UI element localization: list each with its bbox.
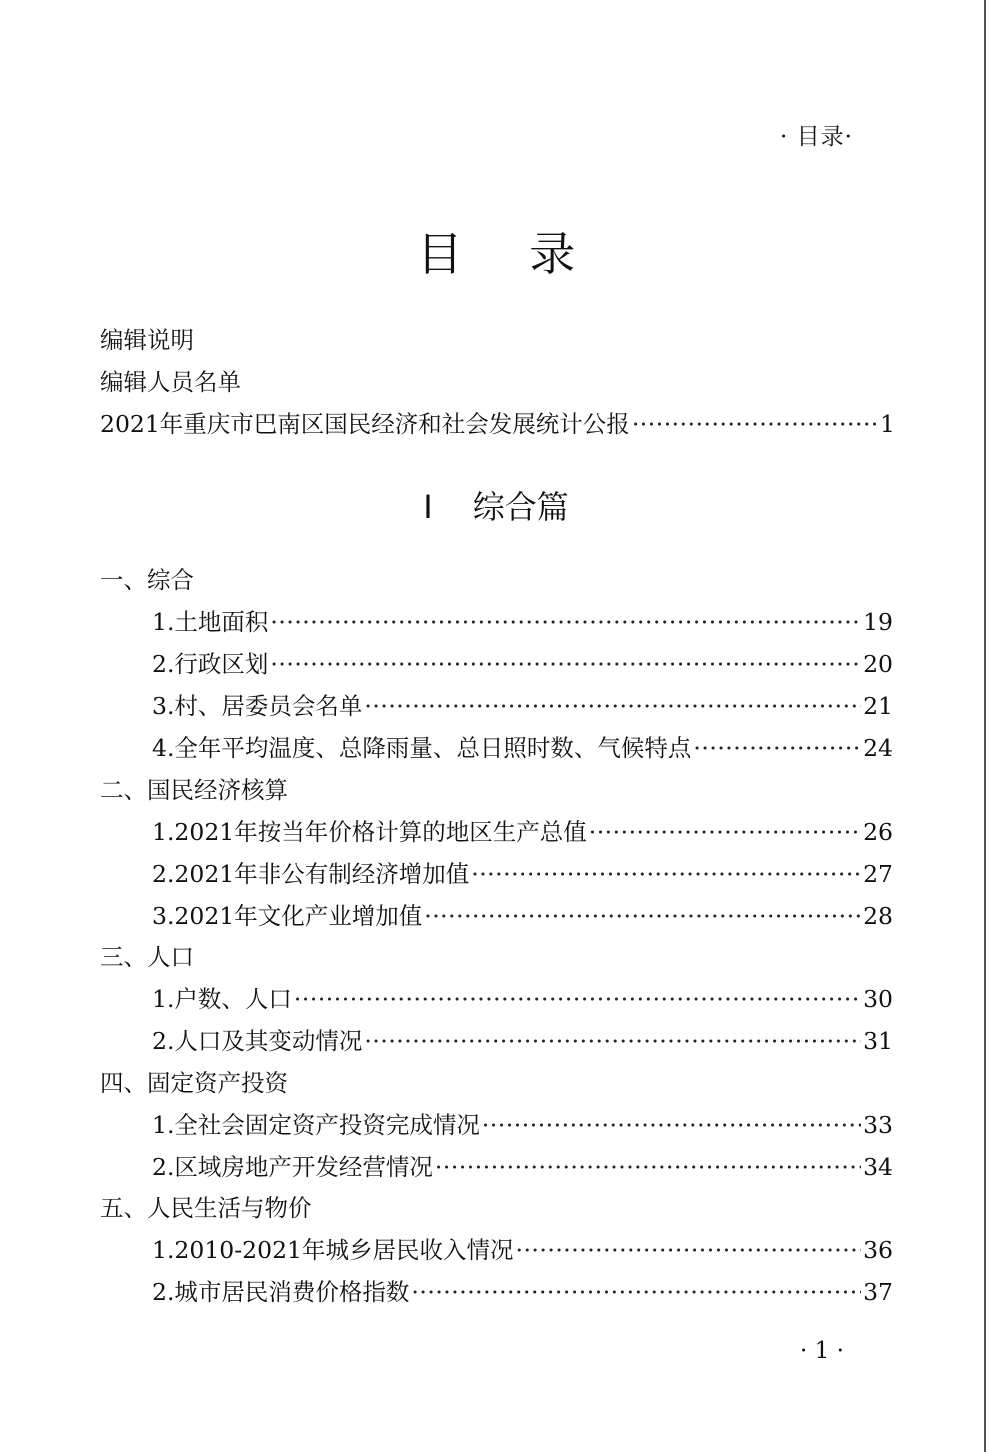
toc-page-number: 1 — [880, 410, 895, 438]
toc-entry-label: 2.行政区划 — [152, 650, 269, 678]
leader-dots — [364, 685, 861, 727]
toc-entry-label: 3.村、居委员会名单 — [152, 692, 363, 720]
toc-entry-label: 1.土地面积 — [152, 608, 269, 636]
section-heading — [0, 482, 992, 528]
toc-entry-label: 2021年重庆市巴南区国民经济和社会发展统计公报 — [100, 410, 630, 438]
toc-page-number: 30 — [863, 985, 893, 1013]
leader-dots — [270, 601, 861, 643]
toc-entry[interactable] — [152, 895, 893, 937]
running-header: · 目录· — [780, 124, 853, 150]
chapter-label: 一、综合 — [100, 566, 194, 594]
leader-dots — [632, 403, 878, 445]
leader-dots — [693, 727, 861, 769]
toc-entry-label: 1.户数、人口 — [152, 985, 292, 1013]
toc-page-number: 24 — [863, 734, 893, 762]
toc-page-number: 28 — [863, 902, 893, 930]
leader-dots — [435, 1146, 861, 1188]
leader-dots — [482, 1104, 861, 1146]
toc-entry[interactable] — [152, 1104, 893, 1146]
toc-chapter-heading[interactable] — [100, 1062, 895, 1104]
toc-page-number: 19 — [863, 608, 893, 636]
toc-entry[interactable] — [152, 853, 893, 895]
toc-entry[interactable] — [152, 1146, 893, 1188]
toc-entry-label: 4.全年平均温度、总降雨量、总日照时数、气候特点 — [152, 734, 692, 762]
toc-entry-front-matter-2[interactable] — [100, 403, 895, 445]
chapter-label: 五、人民生活与物价 — [100, 1194, 312, 1222]
leader-dots — [270, 643, 861, 685]
toc-chapter-heading[interactable] — [100, 559, 895, 601]
toc-entry-label: 2.城市居民消费价格指数 — [152, 1278, 410, 1306]
toc-entry[interactable] — [152, 727, 893, 769]
leader-dots — [515, 1229, 861, 1271]
toc-entry-label: 1.全社会固定资产投资完成情况 — [152, 1111, 480, 1139]
toc-entry[interactable] — [152, 685, 893, 727]
toc-page-number: 27 — [863, 860, 893, 888]
section-roman-numeral: Ⅰ — [423, 488, 433, 526]
toc-chapter-heading[interactable] — [100, 936, 895, 978]
toc-entry[interactable] — [152, 643, 893, 685]
chapter-label: 二、国民经济核算 — [100, 776, 288, 804]
toc-entry-label: 2.区域房地产开发经营情况 — [152, 1153, 433, 1181]
toc-page-number: 34 — [863, 1153, 893, 1181]
leader-dots — [364, 1020, 861, 1062]
toc-entry-label: 3.2021年文化产业增加值 — [152, 902, 423, 930]
toc-entry[interactable] — [152, 1271, 893, 1313]
toc-entry-label: 2.2021年非公有制经济增加值 — [152, 860, 470, 888]
toc-entry-front-matter-0[interactable] — [100, 319, 895, 361]
section-label: 综合篇 — [472, 488, 569, 526]
toc-chapter-heading[interactable] — [100, 1187, 895, 1229]
leader-dots — [424, 895, 861, 937]
toc-chapter-heading[interactable] — [100, 769, 895, 811]
page-title: 目 录 — [416, 227, 602, 281]
toc-entry-label: 编辑说明 — [100, 326, 194, 354]
toc-entry[interactable] — [152, 1020, 893, 1062]
toc-entry-label: 2.人口及其变动情况 — [152, 1027, 363, 1055]
toc-entry[interactable] — [152, 1229, 893, 1271]
toc-page-number: 36 — [863, 1236, 893, 1264]
toc-entry[interactable] — [152, 811, 893, 853]
toc-entry[interactable] — [152, 601, 893, 643]
chapter-label: 四、固定资产投资 — [100, 1069, 288, 1097]
leader-dots — [471, 853, 861, 895]
toc-entry-label: 1.2010-2021年城乡居民收入情况 — [152, 1236, 514, 1264]
toc-page-number: 26 — [863, 818, 893, 846]
toc-entry-front-matter-1[interactable] — [100, 361, 895, 403]
toc-page-number: 37 — [863, 1278, 893, 1306]
toc-entry[interactable] — [152, 978, 893, 1020]
leader-dots — [589, 811, 861, 853]
toc-entry-label: 编辑人员名单 — [100, 368, 241, 396]
toc-page-number: 33 — [863, 1111, 893, 1139]
toc-page-number: 21 — [863, 692, 893, 720]
page-number: · 1 · — [800, 1338, 844, 1364]
toc-page-number: 20 — [863, 650, 893, 678]
leader-dots — [411, 1271, 861, 1313]
toc-entry-label: 1.2021年按当年价格计算的地区生产总值 — [152, 818, 587, 846]
toc-page-number: 31 — [863, 1027, 893, 1055]
leader-dots — [294, 978, 861, 1020]
chapter-label: 三、人口 — [100, 943, 194, 971]
